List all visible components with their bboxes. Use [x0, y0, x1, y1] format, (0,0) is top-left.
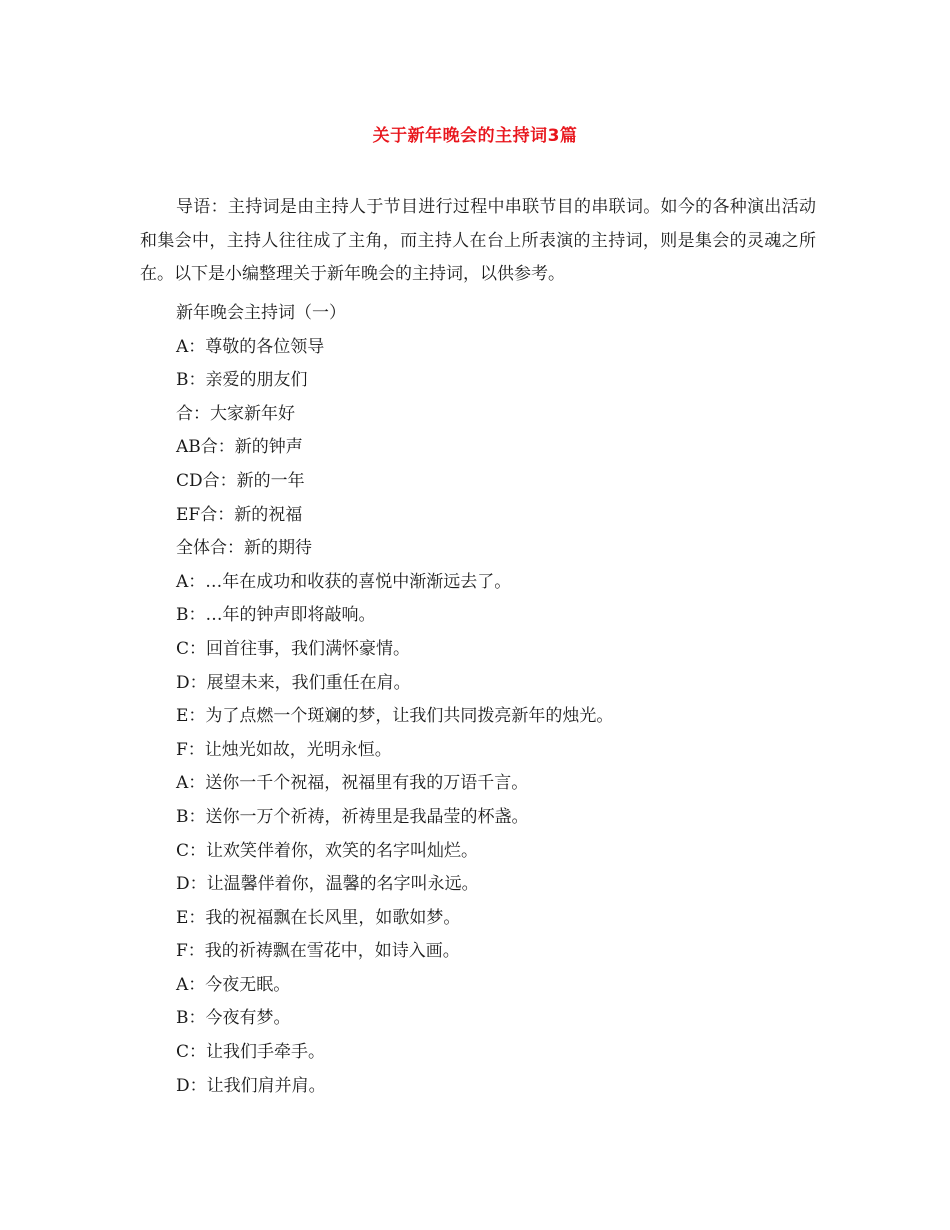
- script-line: A：今夜无眠。: [176, 974, 291, 995]
- script-line: C：回首往事，我们满怀豪情。: [176, 638, 411, 659]
- script-line: C：让我们手牵手。: [176, 1042, 326, 1063]
- script-lines: [176, 297, 613, 1103]
- document-title: 关于新年晚会的主持词3篇: [372, 126, 578, 146]
- script-line: B：…年的钟声即将敲响。: [176, 605, 376, 626]
- script-line: B：今夜有梦。: [176, 1008, 291, 1029]
- section-heading: 新年晚会主持词（一）: [176, 303, 346, 323]
- script-line: A：尊敬的各位领导: [176, 336, 325, 357]
- script-line: B：送你一万个祈祷，祈祷里是我晶莹的杯盏。: [176, 806, 529, 827]
- script-line: EF合：新的祝福: [176, 504, 303, 525]
- script-line: F：我的祈祷飘在雪花中，如诗入画。: [176, 941, 460, 962]
- script-line: F：让烛光如故，光明永恒。: [176, 739, 392, 760]
- intro-paragraph: 导语：主持词是由主持人于节目进行过程中串联节目的串联词。如今的各种演出活动和集会中，主持人往往成了主角，而主持人在台上所表演的主持词，则是集会的灵魂之所在。以下是小编整理关于新年晚会的主持词，以供参考。: [140, 197, 816, 285]
- script-line: AB合：新的钟声: [176, 437, 303, 458]
- script-line: D：让温馨伴着你，温馨的名字叫永远。: [176, 874, 479, 895]
- script-line: B：亲爱的朋友们: [176, 370, 308, 391]
- script-line: C：让欢笑伴着你，欢笑的名字叫灿烂。: [176, 840, 479, 861]
- script-line: CD合：新的一年: [176, 470, 305, 491]
- script-line: A：送你一千个祝福，祝福里有我的万语千言。: [176, 773, 529, 794]
- script-line: D：让我们肩并肩。: [176, 1075, 326, 1096]
- script-line: E：我的祝福飘在长风里，如歌如梦。: [176, 907, 461, 928]
- script-line: 全体合：新的期待: [176, 538, 312, 559]
- script-line: 合：大家新年好: [176, 403, 295, 424]
- script-line: E：为了点燃一个斑斓的梦，让我们共同拨亮新年的烛光。: [176, 706, 614, 727]
- script-line: D：展望未来，我们重任在肩。: [176, 672, 411, 693]
- script-line: A：…年在成功和收获的喜悦中渐渐远去了。: [176, 571, 512, 592]
